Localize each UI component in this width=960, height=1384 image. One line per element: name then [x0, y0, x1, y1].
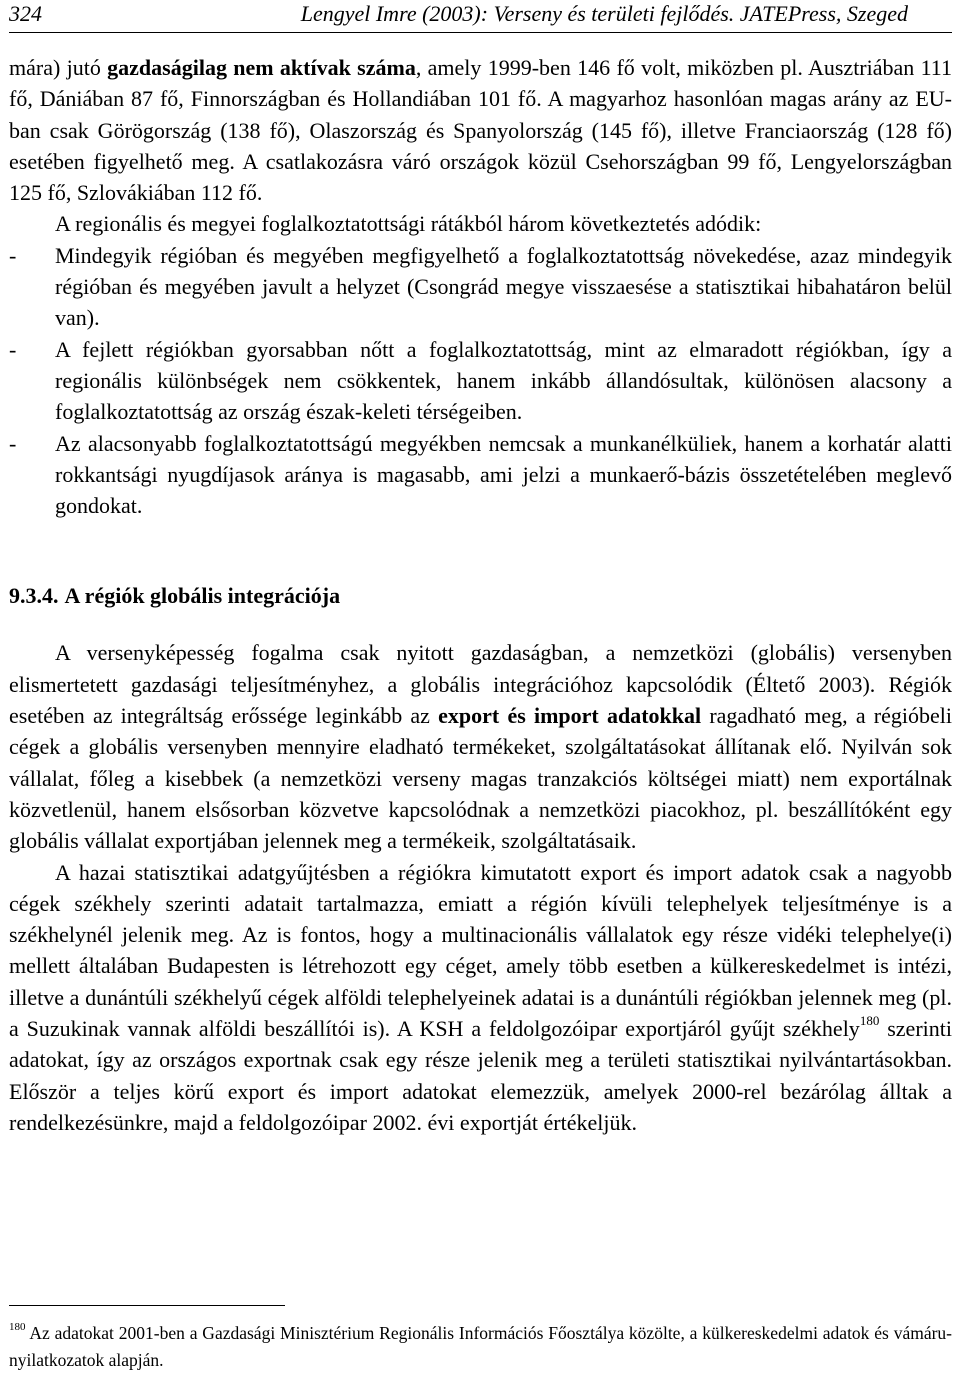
footnote-rule [9, 1305, 285, 1306]
body-text [9, 52, 952, 1138]
dash-bullet: - [9, 336, 17, 362]
paragraph-4: A hazai statisztikai adatgyűjtésben a régiókra kimutatott export és import adatok csak a nagyobb cégek székhely szerinti adatait tartalmazza, emiatt a régión kívüli telephelyek teljesítménye is a székhelynél jelenik meg. Az is fontos, hogy a multinacionális vállalatok egy része vidéki telephelye(i) mellett általában Budapesten is létrehozott egy céget, amely több esetben a külkereskedelmet is intézi, illetve a dunántúli székhelyű cégek alföldi telephelyeinek adatai is a dunántúli régiókban jelennek meg (pl. a Suzukinak vannak alföldi beszállítói is). A KSH a feldolgozóipar exportjáról gyűjt székhely$^{180}$ szerinti adatokat, így az országos exportnak csak egy része jelenik meg a területi statisztikai nyilvántartásokban. Először a teljes körű export és import adatokat elemezzük, amelyek 2000-rel bezárólag álltak a rendelkezésünkre, majd a feldolgozóipar 2002. évi exportját értékeljük. [9, 859, 952, 1135]
section-number: 9.3.4. [9, 583, 59, 609]
bold-phrase: gazdaságilag nem aktívak száma [107, 55, 416, 80]
paragraph-1: mára) jutó gazdaságilag nem aktívak száma, amely 1999-ben 146 fő volt, miközben pl. Ausztriában 111 fő, Dániában 87 fő, Finnországban és Hollandiában 101 fő. A magyarhoz hasonlóan magas arány az EU-ban csak Görögország (138 fő), Olaszország és Spanyolország (145 fő), illetve Franciaország (128 fő) esetében figyelhető meg. A csatlakozásra váró országok közül Csehországban 99 fő, Lengyelországban 125 fő, Szlovákiában 112 fő. [9, 55, 952, 206]
list-item: - Mindegyik régióban és megyében megfigyelhető a foglalkoztatottság növekedése, azaz mindegyik régióban és megyében javult a helyzet (Csongrád megye visszaesése a statisztikai hibahatáron belül van). [9, 240, 952, 334]
paragraph-3: A versenyképesség fogalma csak nyitott gazdaságban, a nemzetközi (globális) versenyben elismertetett gazdasági teljesítményhez, a globális integrációhoz kapcsolódik (Éltető 2003). Régiók esetében az integráltság erőssége leginkább az export és import adatokkal ragadható meg, a régióbeli cégek a globális versenyben mennyire eladható termékeket, szolgáltatásokat állítanak elő. Nyilván sok vállalat, főleg a kisebbek (a nemzetközi verseny magas tranzakciós költségei miatt) nem exportálnak közvetlenül, hanem elsősorban közvetve kapcsolódnak a nemzetközi piacokhoz, pl. beszállítóként egy globális vállalat exportjában jelennek meg a termékeik, szolgáltatásaik. [9, 640, 952, 854]
document-page [9, 0, 952, 1370]
paragraph-2: A regionális és megyei foglalkoztatottsági rátákból három következtetés adódik: [55, 211, 762, 237]
footnote-text: Az adatokat 2001-ben a Gazdasági Minisztérium Regionális Információs Főosztálya közölte, a külkereskedelmi adatok és vámáru-nyilatkozatok alapján. [9, 1323, 952, 1370]
header-rule [9, 32, 952, 33]
running-title: Lengyel Imre (2003): Verseny és területi fejlődés. JATEPress, Szeged [300, 1, 908, 26]
footnote [9, 1320, 952, 1374]
bold-phrase: export és import adatokkal [438, 703, 702, 729]
footnote-number: 180 [9, 1321, 26, 1333]
section-title: A régiók globális integrációja [64, 583, 341, 609]
page-number: 324 [9, 1, 42, 26]
running-header [9, 0, 952, 30]
list-item: - Az alacsonyabb foglalkoztatottságú megyékben nemcsak a munkanélküliek, hanem a korhatár alatti rokkantsági nyugdíjasok aránya is magasabb, ami jelzi a munkaerő-bázis összetételében meglevő gondokat. [9, 428, 952, 522]
dash-bullet: - [9, 242, 17, 268]
section-heading [9, 580, 952, 611]
list-item: - A fejlett régiókban gyorsabban nőtt a foglalkoztatottság, mint az elmaradott régiókban, így a regionális különbségek nem csökkentek, hanem inkább állandósultak, különösen alacsony a foglalkoztatottság az ország észak-keleti térségeiben. [9, 334, 952, 428]
footnote-reference[interactable]: 180 [859, 1013, 880, 1029]
dash-bullet: - [9, 430, 17, 456]
